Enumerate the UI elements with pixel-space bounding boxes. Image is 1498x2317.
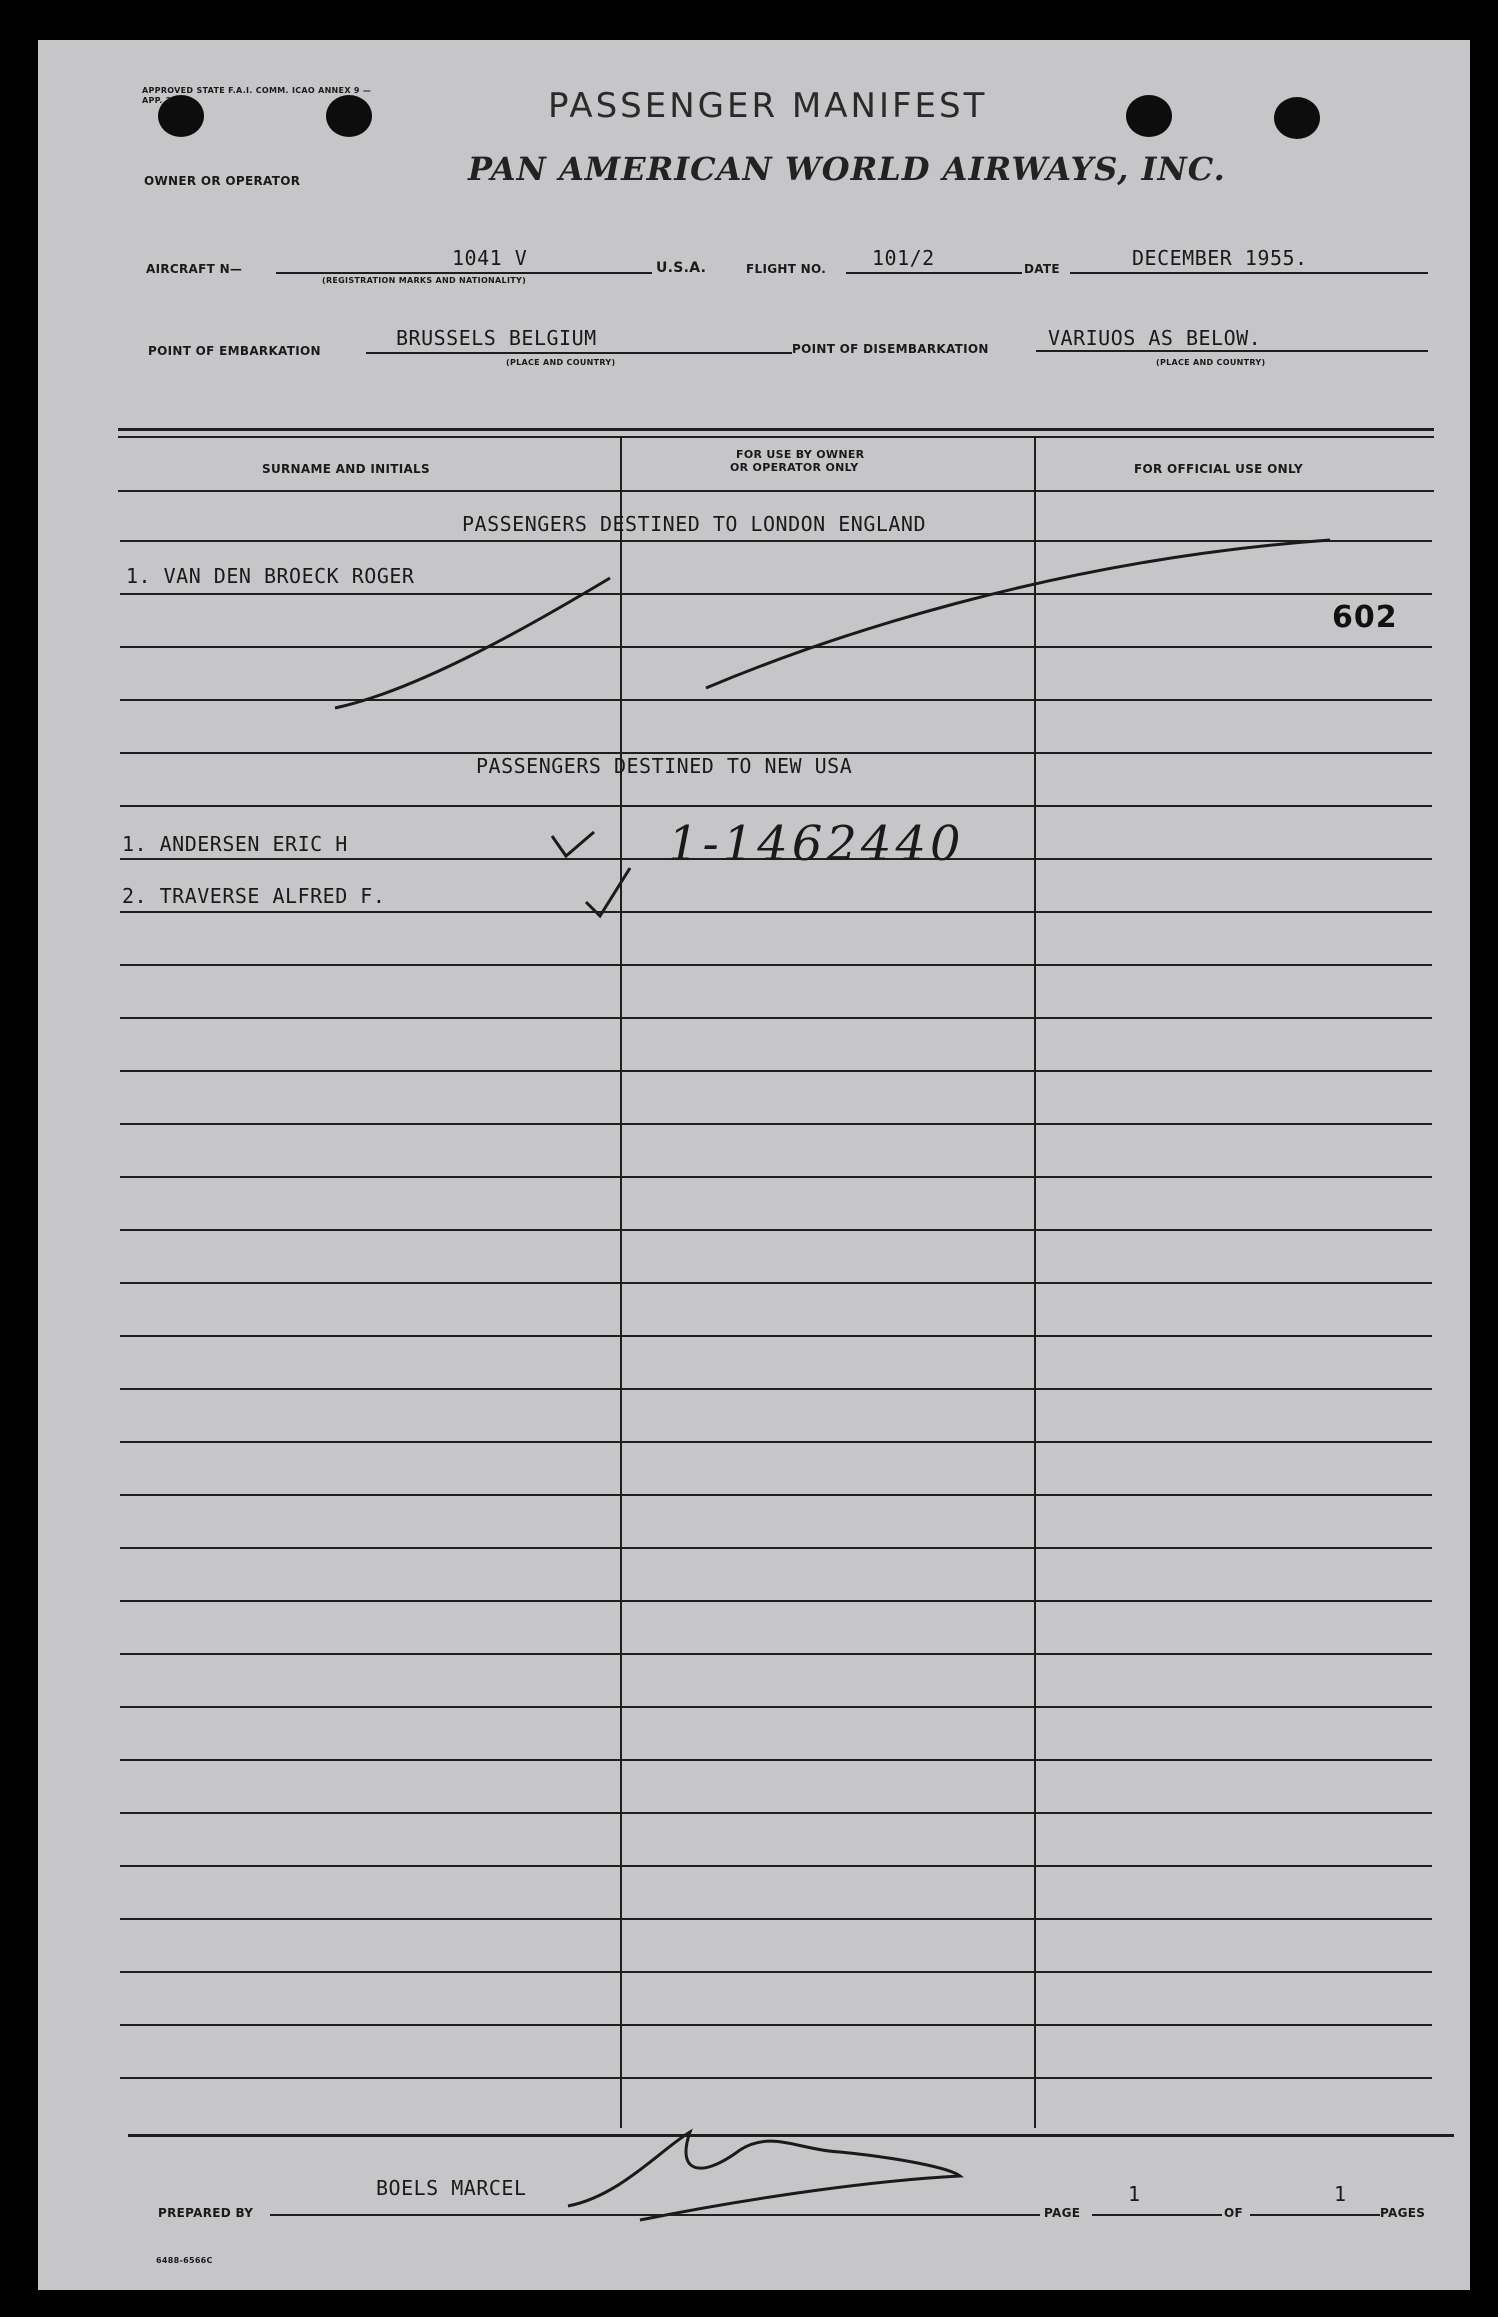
page-label: PAGE <box>1044 2206 1081 2220</box>
usa-label: U.S.A. <box>656 260 707 276</box>
approval-note: APPROVED STATE F.A.I. COMM. ICAO ANNEX 9 — APP. 2 <box>142 86 372 105</box>
date-value: DECEMBER 1955. <box>1132 246 1308 270</box>
embarkation-label: POINT OF EMBARKATION <box>148 344 321 358</box>
prepared-by-value: BOELS MARCEL <box>376 2176 527 2200</box>
prepared-by-label: PREPARED BY <box>158 2206 254 2220</box>
form-number: 6488-6566C <box>156 2256 213 2265</box>
passenger-entry: 2. TRAVERSE ALFRED F. <box>122 884 386 908</box>
aircraft-label: AIRCRAFT N— <box>146 262 243 276</box>
company-name: PAN AMERICAN WORLD AIRWAYS, INC. <box>468 150 1226 188</box>
embarkation-sub: (PLACE AND COUNTRY) <box>506 358 616 367</box>
disembarkation-value: VARIUOS AS BELOW. <box>1048 326 1262 350</box>
disembarkation-label: POINT OF DISEMBARKATION <box>792 342 989 356</box>
page-title: PASSENGER MANIFEST <box>548 86 988 126</box>
column-header-owner-b: OR OPERATOR ONLY <box>730 461 859 474</box>
handwritten-number: 1-1462440 <box>668 816 965 872</box>
footer-top-rule <box>128 2134 1454 2137</box>
prepared-by-rule <box>270 2214 1040 2216</box>
column-header-surname: SURNAME AND INITIALS <box>262 462 430 476</box>
aircraft-value: 1041 V <box>452 246 528 270</box>
group-heading-london: PASSENGERS DESTINED TO LONDON ENGLAND <box>462 512 927 536</box>
passenger-entry: 1. ANDERSEN ERIC H <box>122 832 348 856</box>
flight-label: FLIGHT NO. <box>746 262 827 276</box>
of-rule <box>1250 2214 1380 2216</box>
date-label: DATE <box>1024 262 1060 276</box>
passenger-entry: 1. VAN DEN BROECK ROGER <box>126 564 415 588</box>
column-header-owner-a: FOR USE BY OWNER <box>736 448 865 461</box>
flight-value: 101/2 <box>872 246 935 270</box>
group-heading-newyork: PASSENGERS DESTINED TO NEW USA <box>476 754 853 778</box>
page-value: 1 <box>1128 2182 1141 2206</box>
embarkation-value: BRUSSELS BELGIUM <box>396 326 597 350</box>
aircraft-sub: (REGISTRATION MARKS AND NATIONALITY) <box>322 276 527 285</box>
owner-label: OWNER OR OPERATOR <box>144 174 301 188</box>
disembarkation-sub: (PLACE AND COUNTRY) <box>1156 358 1266 367</box>
of-label: OF <box>1224 2206 1243 2220</box>
official-stamp-number: 602 <box>1332 600 1398 635</box>
pages-label: PAGES <box>1380 2206 1426 2220</box>
column-header-official: FOR OFFICIAL USE ONLY <box>1134 462 1304 476</box>
page-rule <box>1092 2214 1222 2216</box>
of-value: 1 <box>1334 2182 1347 2206</box>
